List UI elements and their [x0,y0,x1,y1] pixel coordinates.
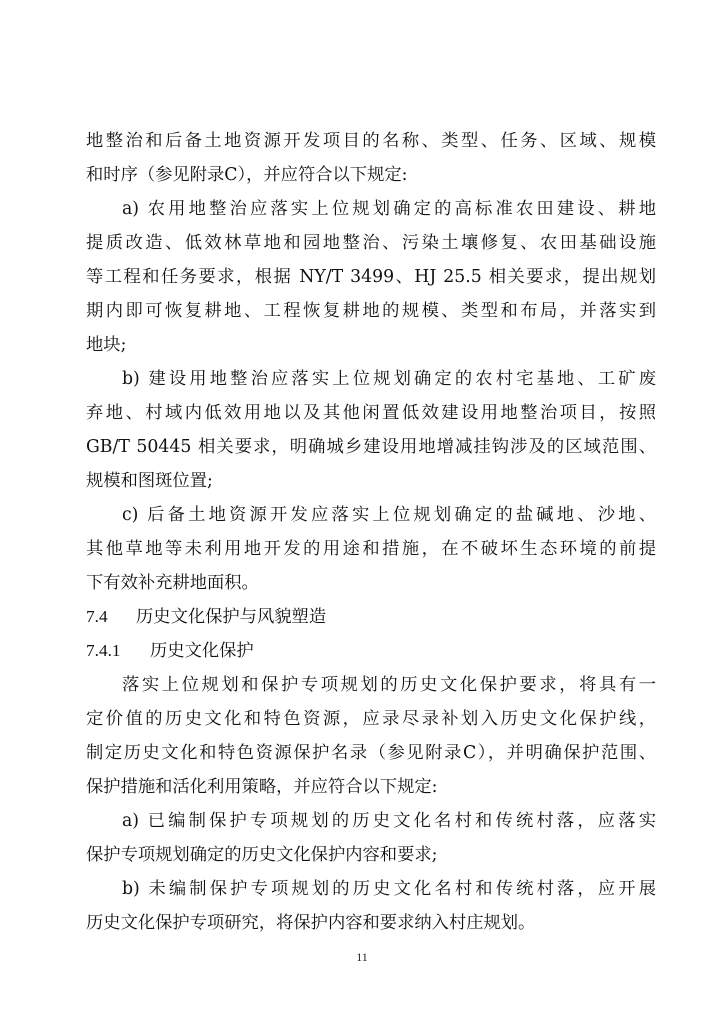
list-item-c-line: c) 后备土地资源开发应落实上位规划确定的盐碱地、沙地、 [122,505,656,525]
paragraph-line: 其他草地等未利用地开发的用途和措施，在不破坏生态环境的前提 [86,539,656,559]
paragraph-line: 制定历史文化和特色资源保护名录（参见附录C），并明确保护范围、 [86,743,656,763]
paragraph-line: 下有效补充耕地面积。 [86,573,259,593]
section-title: 历史文化保护与风貌塑造 [136,607,327,627]
paragraph-line: 等工程和任务要求，根据 NY/T 3499、HJ 25.5 相关要求，提出规划 [86,267,656,287]
paragraph-line: 弃地、村域内低效用地以及其他闲置低效建设用地整治项目，按照 [86,403,656,423]
list-item-b-line: b) 未编制保护专项规划的历史文化名村和传统村落，应开展 [122,879,656,899]
paragraph-line: 定价值的历史文化和特色资源，应录尽录补划入历史文化保护线， [86,709,656,729]
section-heading-7-4-1 [86,634,656,668]
section-number: 7.4.1 [86,641,121,660]
list-item-b-line: b) 建设用地整治应落实上位规划确定的农村宅基地、工矿废 [122,369,656,389]
section-heading-7-4 [86,600,656,634]
paragraph-line: 和时序（参见附录C），并应符合以下规定: [86,165,408,185]
paragraph-line: 地整治和后备土地资源开发项目的名称、类型、任务、区域、规模 [86,131,656,151]
section-title: 历史文化保护 [150,641,254,661]
document-body [86,124,656,940]
paragraph-line: 提质改造、低效林草地和园地整治、污染土壤修复、农田基础设施 [86,233,656,253]
list-item-a-line: a) 农用地整治应落实上位规划确定的高标准农田建设、耕地 [122,199,656,219]
paragraph-line: 地块; [86,335,127,355]
paragraph-line: 期内即可恢复耕地、工程恢复耕地的规模、类型和布局，并落实到 [86,301,656,321]
paragraph-line: 保护专项规划确定的历史文化保护内容和要求; [86,845,438,865]
paragraph-line: GB/T 50445 相关要求，明确城乡建设用地增减挂钩涉及的区域范围、 [86,437,656,457]
list-item-a-line: a) 已编制保护专项规划的历史文化名村和传统村落，应落实 [122,811,656,831]
page-number: 11 [356,950,368,964]
paragraph-line: 历史文化保护专项研究，将保护内容和要求纳入村庄规划。 [86,913,536,933]
paragraph-line: 规模和图斑位置; [86,471,213,491]
section-number: 7.4 [86,607,108,626]
paragraph-line: 保护措施和活化利用策略，并应符合以下规定: [86,777,438,797]
paragraph-line: 落实上位规划和保护专项规划的历史文化保护要求，将具有一 [122,675,656,695]
